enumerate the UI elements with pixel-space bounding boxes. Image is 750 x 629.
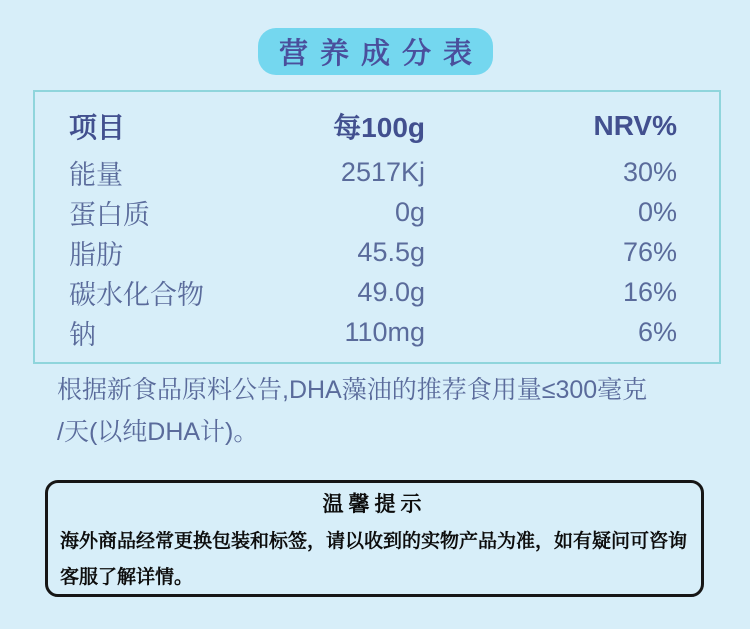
cell-per-100g: 110mg: [344, 316, 425, 347]
header-nrv: NRV%: [593, 110, 677, 141]
cell-nrv: 6%: [637, 316, 677, 347]
cell-per-100g: 45.5g: [357, 236, 425, 267]
usage-note: [57, 369, 737, 453]
warm-tips-line2: 客服了解详情。: [60, 567, 194, 588]
cell-nrv: 30%: [622, 156, 677, 187]
cell-item: 碳水化合物: [69, 279, 204, 310]
table-row-sodium: [69, 312, 677, 352]
table-row-energy: [69, 152, 677, 192]
nutrition-title-badge: [258, 28, 493, 75]
warm-tips-body: [60, 524, 691, 596]
cell-nrv: 0%: [637, 196, 677, 227]
cell-item: 钠: [69, 319, 96, 350]
header-item: 项目: [69, 112, 126, 143]
cell-nrv: 76%: [622, 236, 677, 267]
usage-note-line2: /天(以纯DHA计)。: [57, 418, 259, 446]
cell-per-100g: 0g: [394, 196, 425, 227]
table-row-fat: [69, 232, 677, 272]
table-row-protein: [69, 192, 677, 232]
usage-note-line1: 根据新食品原料公告,DHA藻油的推荐食用量≤300毫克: [57, 376, 648, 404]
warm-tips-line1: 海外商品经常更换包装和标签，请以收到的实物产品为准，如有疑问可咨询: [60, 531, 688, 552]
header-per-100g: 每100g: [333, 112, 425, 143]
table-header-row: [69, 100, 677, 152]
warm-tips-title: 温馨提示: [322, 493, 427, 516]
cell-item: 能量: [69, 159, 123, 190]
warm-tips-box: [45, 480, 704, 597]
cell-nrv: 16%: [622, 276, 677, 307]
cell-item: 蛋白质: [69, 199, 150, 230]
nutrition-title-label: 营养成分表: [278, 38, 484, 70]
cell-per-100g: 49.0g: [357, 276, 425, 307]
cell-item: 脂肪: [69, 239, 123, 270]
cell-per-100g: 2517Kj: [340, 156, 425, 187]
table-row-carbohydrate: [69, 272, 677, 312]
nutrition-table: [33, 90, 721, 364]
